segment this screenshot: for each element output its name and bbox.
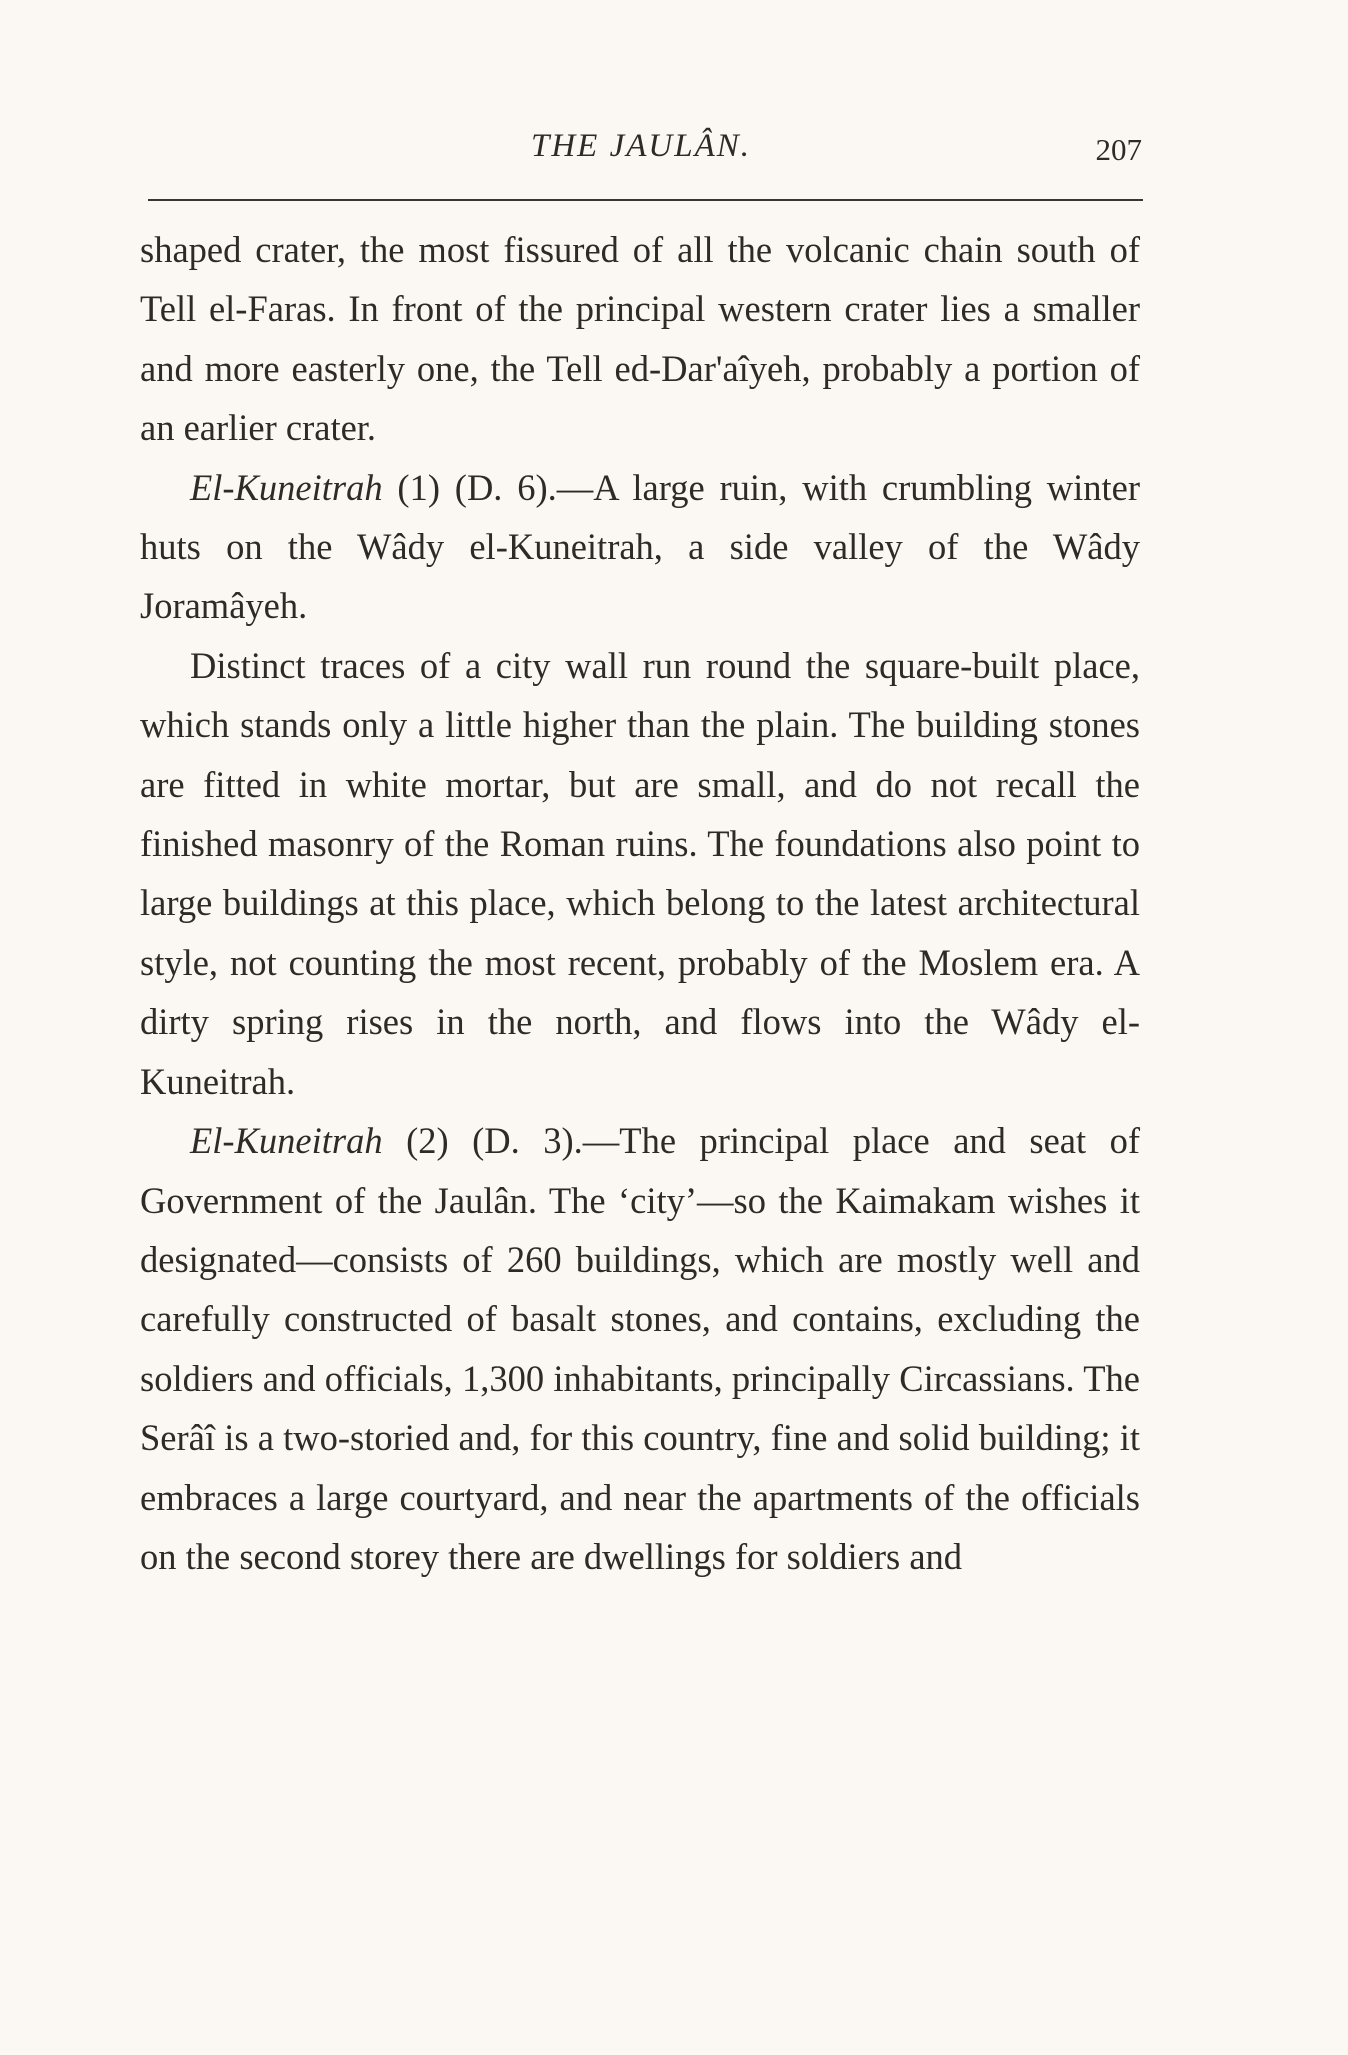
running-head <box>140 128 1142 178</box>
header-rule <box>148 199 1143 201</box>
page-number: 207 <box>1095 132 1142 167</box>
body-text <box>140 220 1140 1586</box>
entry-text: (2) (D. 3).—The principal place and seat of Government of the Jaulân. The ‘city’—so the Kaimakam wishes it designated—consists of 260 buildings, which are mostly well and carefully constructed of basalt stones, and contains, excluding the soldiers and officials, 1,300 inhabitants, principally Circassians. The Serâî is a two-storied and, for this country, fine and solid building; it embraces a large courtyard, and near the apartments of the officials on the second storey there are dwellings for soldiers and <box>140 1120 1140 1577</box>
entry-heading: El-Kuneitrah <box>190 1120 383 1162</box>
entry-heading: El-Kuneitrah <box>190 466 383 508</box>
paragraph-2 <box>140 458 1140 636</box>
paragraph-1: shaped crater, the most fissured of all the volcanic chain south of Tell el-Faras. In front of the principal western crater lies a smaller and more easterly one, the Tell ed-Dar'aîyeh, probably a portion of an earlier crater. <box>140 229 1140 449</box>
paragraph-3: Distinct traces of a city wall run round the square-built place, which stands only a little higher than the plain. The building stones are fitted in white mortar, but are small, and do not recall the finished masonry of the Roman ruins. The foundations also point to large buildings at this place, which belong to the latest architectural style, not counting the most recent, probably of the Moslem era. A dirty spring rises in the north, and flows into the Wâdy el-Kuneitrah. <box>140 644 1140 1102</box>
paragraph-4 <box>140 1111 1140 1586</box>
running-title: THE JAULÂN. <box>531 128 751 164</box>
entry-text: (1) (D. 6).—A large ruin, with crumbling winter huts on the Wâdy el-Kuneitrah, a side valley of the Wâdy Joramâyeh. <box>140 466 1140 627</box>
